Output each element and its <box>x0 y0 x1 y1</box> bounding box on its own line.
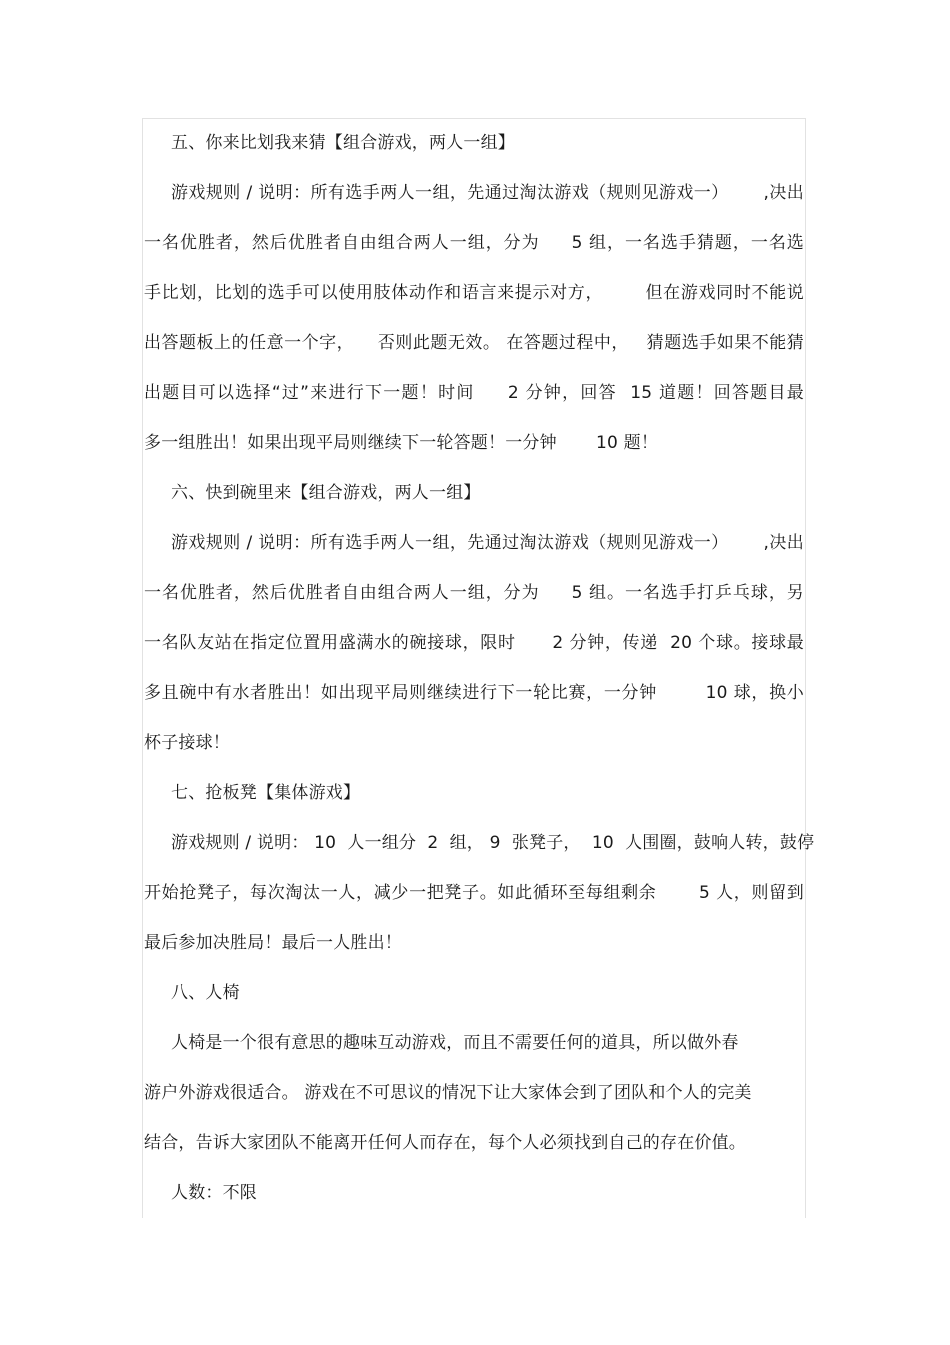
paragraph-line: 游戏规则 / 说明：所有选手两人一组，先通过淘汰游戏（规则见游戏一） ,决出 <box>171 183 804 203</box>
paragraph-line: 游户外游戏很适合。 游戏在不可思议的情况下让大家体会到了团队和个人的完美 <box>144 1083 752 1103</box>
section-heading-7: 七、抢板凳【集体游戏】 <box>171 783 361 803</box>
paragraph-line: 游戏规则 / 说明： 10 人一组分 2 组， 9 张凳子， 10 人围圈，鼓响人转，鼓停 <box>171 833 815 853</box>
paragraph-line: 结合，告诉大家团队不能离开任何人而存在，每个人必须找到自己的存在价值。 <box>144 1133 746 1153</box>
paragraph-line: 多且碗中有水者胜出！如出现平局则继续进行下一轮比赛，一分钟 10 球，换小 <box>144 683 804 703</box>
section-heading-5: 五、你来比划我来猜【组合游戏，两人一组】 <box>171 133 515 153</box>
paragraph-line: 开始抢凳子，每次淘汰一人，减少一把凳子。如此循环至每组剩余 5 人，则留到 <box>144 883 804 903</box>
paragraph-line: 一名优胜者，然后优胜者自由组合两人一组，分为 5 组。一名选手打乒乓球，另 <box>144 583 804 603</box>
paragraph-line: 出答题板上的任意一个字， 否则此题无效。 在答题过程中， 猜题选手如果不能猜 <box>144 333 804 353</box>
paragraph-line: 手比划，比划的选手可以使用肢体动作和语言来提示对方， 但在游戏同时不能说 <box>144 283 804 303</box>
paragraph-line: 人椅是一个很有意思的趣味互动游戏，而且不需要任何的道具，所以做外春 <box>171 1033 739 1053</box>
paragraph-line: 游戏规则 / 说明：所有选手两人一组，先通过淘汰游戏（规则见游戏一） ,决出 <box>171 533 804 553</box>
document-body <box>144 118 815 1218</box>
paragraph-line: 一名优胜者，然后优胜者自由组合两人一组，分为 5 组，一名选手猜题，一名选 <box>144 233 804 253</box>
paragraph-line: 出题目可以选择“过”来进行下一题！时间 2 分钟，回答 15 道题！回答题目最 <box>144 383 804 403</box>
paragraph-line: 最后参加决胜局！最后一人胜出！ <box>144 933 402 953</box>
paragraph-line: 人数：不限 <box>171 1183 257 1203</box>
section-heading-8: 八、人椅 <box>171 983 240 1003</box>
paragraph-line: 多一组胜出！如果出现平局则继续下一轮答题！一分钟 10 题！ <box>144 433 659 453</box>
section-heading-6: 六、快到碗里来【组合游戏，两人一组】 <box>171 483 481 503</box>
paragraph-line: 一名队友站在指定位置用盛满水的碗接球，限时 2 分钟，传递 20 个球。接球最 <box>144 633 804 653</box>
paragraph-line: 杯子接球！ <box>144 733 230 753</box>
